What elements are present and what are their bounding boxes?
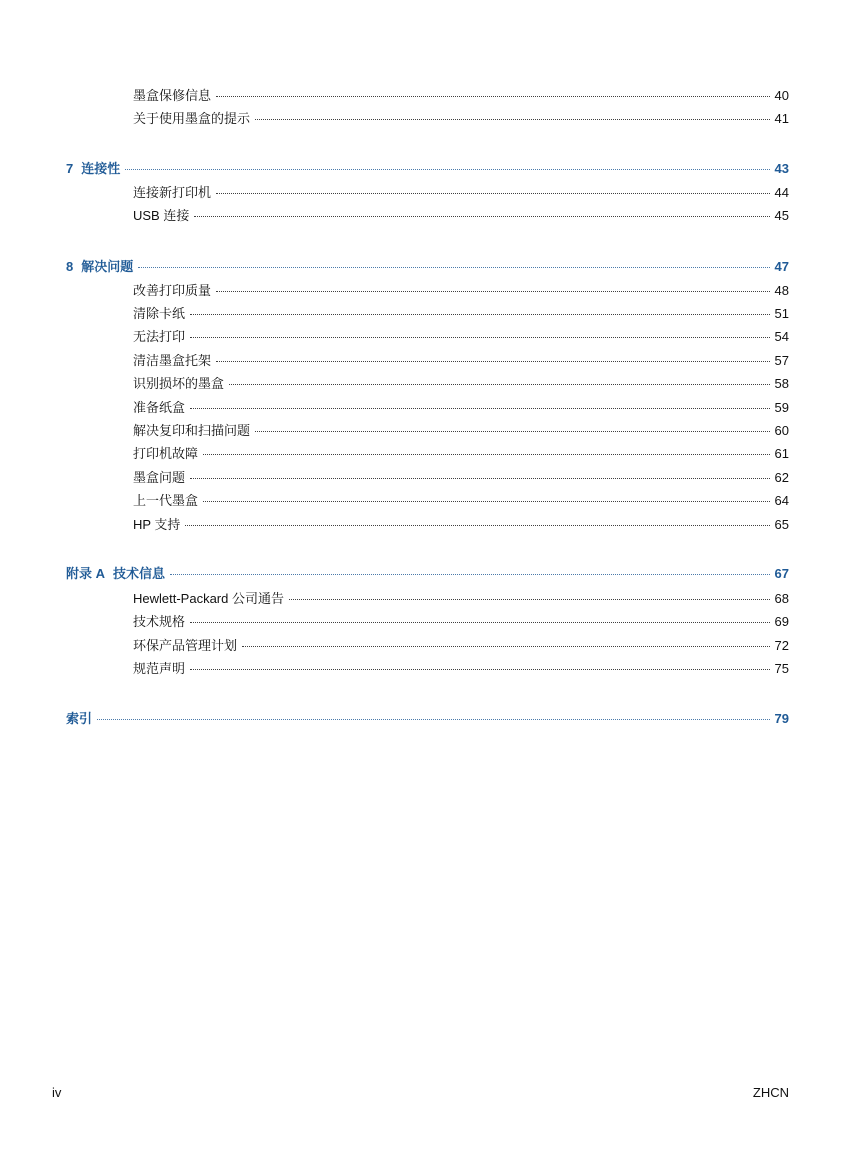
toc-chapter-label: 连接性: [81, 161, 121, 176]
toc-chapter-page: 67: [774, 566, 789, 581]
toc-chapter-page: 47: [774, 259, 789, 274]
toc-entry-label: USB 连接: [133, 208, 190, 223]
toc-entry-label: 墨盒问题: [133, 470, 186, 485]
toc-entry[interactable]: [133, 660, 789, 678]
toc-entry[interactable]: [133, 637, 789, 655]
toc-entry[interactable]: [133, 375, 789, 393]
toc-entry-label: 改善打印质量: [133, 283, 212, 298]
toc-entry-label: 识别损坏的墨盒: [133, 376, 225, 391]
toc-entry-page: 51: [774, 306, 789, 321]
toc-entry[interactable]: [133, 399, 789, 417]
page-number: iv: [52, 1085, 62, 1100]
toc-entry-label: 墨盒保修信息: [133, 88, 212, 103]
toc-entry-page: 57: [774, 353, 789, 368]
dot-leader: [190, 668, 770, 670]
toc-entry[interactable]: [133, 422, 789, 440]
toc-entry-page: 68: [774, 591, 789, 606]
toc-entry[interactable]: [133, 352, 789, 370]
toc-entry[interactable]: [133, 445, 789, 463]
toc-entry-page: 54: [774, 329, 789, 344]
toc-entry[interactable]: [133, 207, 789, 225]
toc-chapter-page: 43: [774, 161, 789, 176]
toc-entry-page: 44: [774, 185, 789, 200]
dot-leader: [138, 266, 769, 268]
toc-chapter-label: 索引: [66, 711, 93, 726]
toc-entry[interactable]: [133, 282, 789, 300]
toc-entry-label: 连接新打印机: [133, 185, 212, 200]
dot-leader: [185, 524, 769, 526]
dot-leader: [97, 718, 770, 720]
toc-entry[interactable]: [133, 613, 789, 631]
toc-chapter[interactable]: [66, 565, 789, 583]
toc-entry[interactable]: [133, 469, 789, 487]
toc-chapter-page: 79: [774, 711, 789, 726]
toc-entry-label: 无法打印: [133, 329, 186, 344]
dot-leader: [229, 383, 770, 385]
toc-entry[interactable]: [133, 305, 789, 323]
dot-leader: [216, 360, 770, 362]
toc-entry-label: 规范声明: [133, 661, 186, 676]
toc-entry-label: 关于使用墨盒的提示: [133, 111, 251, 126]
locale-label: ZHCN: [752, 1085, 789, 1100]
toc-entry-label: 解决复印和扫描问题: [133, 423, 251, 438]
toc-entry[interactable]: [133, 184, 789, 202]
toc-entry[interactable]: [133, 492, 789, 510]
toc-entry-page: 40: [774, 88, 789, 103]
toc-entry[interactable]: [133, 110, 789, 128]
toc-entry[interactable]: [133, 516, 789, 534]
toc-entry-label: 打印机故障: [133, 446, 199, 461]
toc-entry[interactable]: [133, 328, 789, 346]
toc-chapter[interactable]: [66, 160, 789, 178]
toc-entry-label: Hewlett-Packard 公司通告: [133, 591, 284, 606]
dot-leader: [194, 215, 769, 217]
toc-chapter-number: 7: [66, 161, 74, 176]
toc-entry-page: 58: [774, 376, 789, 391]
dot-leader: [170, 573, 770, 575]
toc-chapter-number: 8: [66, 259, 74, 274]
toc-entry-page: 72: [774, 638, 789, 653]
toc-entry-page: 41: [774, 111, 789, 126]
dot-leader: [190, 313, 770, 315]
toc-entry[interactable]: [133, 87, 789, 105]
toc-entry-page: 59: [774, 400, 789, 415]
toc-chapter[interactable]: [66, 258, 789, 276]
dot-leader: [216, 192, 770, 194]
dot-leader: [190, 621, 770, 623]
dot-leader: [125, 168, 769, 170]
toc-entry-page: 64: [774, 493, 789, 508]
toc-entry-page: 45: [774, 208, 789, 223]
dot-leader: [242, 645, 770, 647]
toc-entry-page: 48: [774, 283, 789, 298]
toc-entry[interactable]: [133, 590, 789, 608]
toc-entry-label: 准备纸盒: [133, 400, 186, 415]
toc-chapter-number: 附录 A: [66, 566, 106, 581]
dot-leader: [255, 118, 770, 120]
toc-entry-page: 65: [774, 517, 789, 532]
toc-entry-label: 上一代墨盒: [133, 493, 199, 508]
toc-entry-label: 技术规格: [133, 614, 186, 629]
toc-entry-label: HP 支持: [133, 517, 181, 532]
toc-entry-page: 62: [774, 470, 789, 485]
dot-leader: [289, 598, 770, 600]
toc-entry-label: 清洁墨盒托架: [133, 353, 212, 368]
toc-entry-page: 61: [774, 446, 789, 461]
dot-leader: [190, 407, 770, 409]
dot-leader: [190, 477, 770, 479]
dot-leader: [190, 336, 770, 338]
toc-chapter-label: 解决问题: [81, 259, 134, 274]
dot-leader: [216, 290, 770, 292]
toc-entry-page: 69: [774, 614, 789, 629]
toc-entry-page: 75: [774, 661, 789, 676]
dot-leader: [216, 95, 770, 97]
dot-leader: [255, 430, 770, 432]
toc-entry-page: 60: [774, 423, 789, 438]
toc-chapter-label: 技术信息: [113, 566, 166, 581]
toc-entry-label: 清除卡纸: [133, 306, 186, 321]
dot-leader: [203, 453, 770, 455]
toc-chapter[interactable]: [66, 710, 789, 728]
toc-entry-label: 环保产品管理计划: [133, 638, 238, 653]
dot-leader: [203, 500, 770, 502]
